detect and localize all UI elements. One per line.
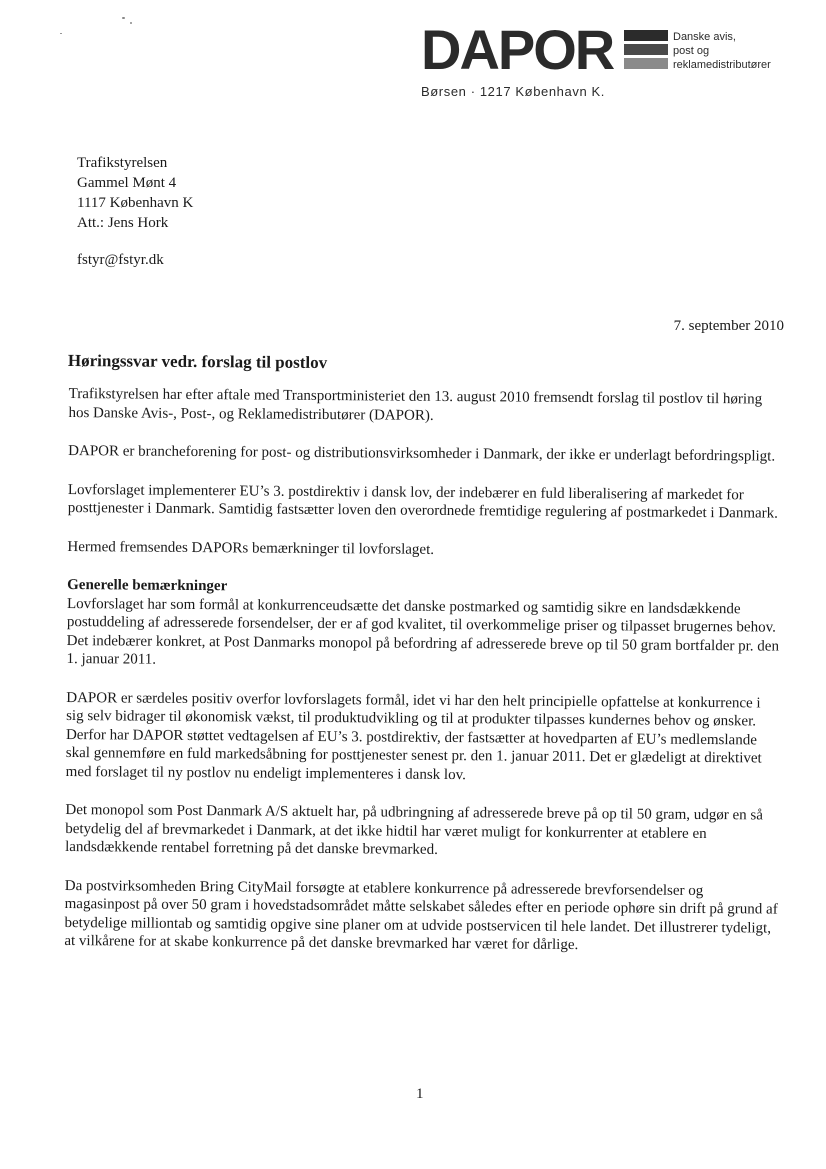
section-paragraph: DAPOR er særdeles positiv overfor lovforslagets formål, idet vi har den helt principielle opfattelse at konkurrence i sig selv bidrager til økonomisk vækst, til produktudvikling og til at produkter tilpasses kundernes behov og ønsker. Derfor har DAPOR støttet vedtagelsen af EU’s 3. postdirektiv, der fastsætter at hovedparten af EU’s medlemslande skal gennemføre en fuld markedsåbning for posttjenester senest pr. den 1. januar 2011. Det er glædeligt at direktivet med forslaget til ny postlov nu endeligt implementeres i dansk lov. — [65, 689, 762, 783]
body-paragraph: Hermed fremsendes DAPORs bemærkninger til lovforslaget. — [67, 538, 435, 558]
scan-speck — [122, 17, 125, 19]
section-paragraph: Da postvirksomheden Bring CityMail forsøgte at etablere konkurrence på adresserede brevforsendelser og magasinpost på over 50 gram i hovedstadsområdet måtte selskabet således efter en periode ophøre sin drift på grund af betydelige milliontab og samtidig opgive sine planer om at udvide postservicen til hele landet. Det illustrerer tydeligt, at vilkårene for at skabe konkurrence på det danske brevmarked har været for dårlige. — [64, 877, 778, 954]
recipient-email: fstyr@fstyr.dk — [77, 252, 164, 268]
sender-address: Børsen · 1217 København K. — [421, 84, 605, 99]
body-paragraph: Trafikstyrelsen har efter aftale med Transportministeriet den 13. august 2010 fremsendt forslag til postlov til høring hos Danske Avis-, Post-, og Reklamedistributører (DAPOR). — [68, 386, 763, 424]
recipient-line: Att.: Jens Hork — [77, 215, 169, 231]
recipient-line: Gammel Mønt 4 — [77, 175, 177, 191]
body-paragraph: DAPOR er brancheforening for post- og distributionsvirksomheder i Danmark, der ikke er underlagt befordringspligt. — [68, 443, 776, 465]
logo-bars-icon — [624, 30, 668, 72]
tagline-line: reklamedistributører — [673, 59, 771, 71]
scan-speck — [60, 33, 62, 34]
letter-date: 7. september 2010 — [673, 318, 784, 334]
logo-wordmark: DAPOR — [421, 18, 614, 81]
section-heading: Generelle bemærkninger — [67, 577, 228, 595]
page-number: 1 — [416, 1086, 424, 1102]
recipient-line: 1117 København K — [77, 195, 194, 211]
section-paragraph: Det monopol som Post Danmark A/S aktuelt har, på udbringning af adresserede breve på op til 50 gram, udgør en så betydelig del af brevmarkedet i Danmark, at det ikke hidtil har været muligt for konkurrenter at etablere en landsdækkende rentabel forretning på det danske brevmarked. — [65, 802, 764, 858]
recipient-line: Trafikstyrelsen — [77, 155, 168, 171]
tagline-line: Danske avis, — [673, 31, 736, 43]
recipient-address — [77, 153, 193, 233]
tagline-line: post og — [673, 45, 710, 57]
letter-title: Høringssvar vedr. forslag til postlov — [67, 351, 328, 373]
section-paragraph: Lovforslaget har som formål at konkurrenceudsætte det danske postmarked og samtidig sikre en landsdækkende postuddeling af adresserede forsendelser, der er af god kvalitet, til overkommelige priser og tilpasset brugernes behov. Det indebærer konkret, at Post Danmarks monopol på befordring af adresserede breve op til 50 gram bortfalder pr. den 1. januar 2011. — [66, 595, 780, 668]
letter-body — [61, 350, 784, 976]
scan-speck — [130, 22, 132, 24]
body-paragraph: Lovforslaget implementerer EU’s 3. postdirektiv i dansk lov, der indebærer en fuld liberalisering af markedet for posttjenester i Danmark. Samtidig fastsætter loven den overordnede fremtidige regulering af postmarkedet i Danmark. — [67, 481, 779, 522]
logo-tagline — [673, 30, 771, 72]
